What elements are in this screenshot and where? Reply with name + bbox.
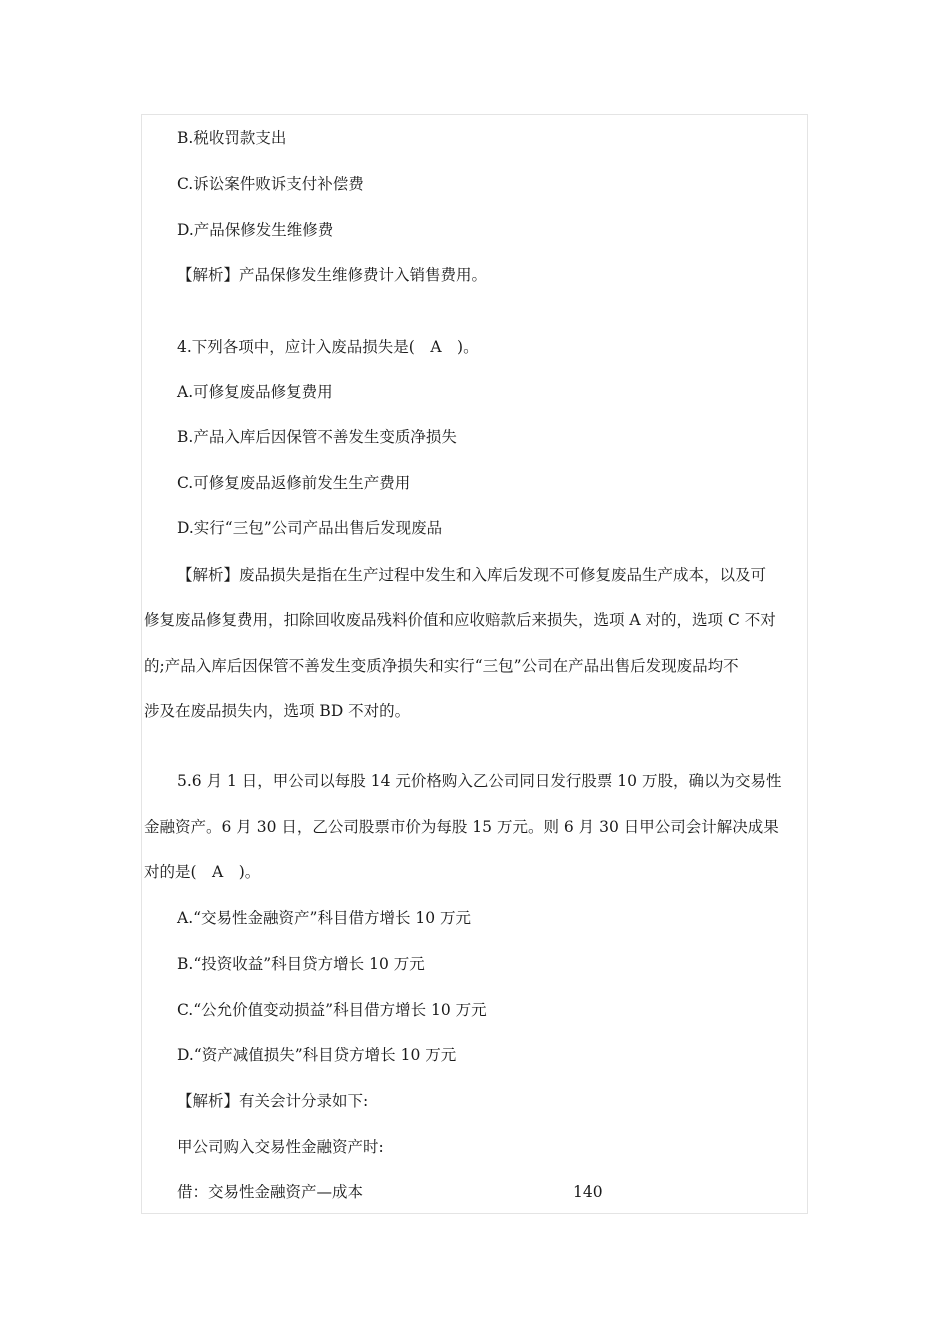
- q4-analysis-line: 涉及在废品损失内，选项 BD 不对的。: [144, 702, 411, 720]
- q4-option-d: D.实行“三包”公司产品出售后发现废品: [177, 519, 443, 537]
- q5-option-d: D.“资产减值损失”科目贷方增长 10 万元: [177, 1046, 457, 1064]
- q3-option-b: B.税收罚款支出: [177, 129, 287, 147]
- q5-entry-title: 甲公司购入交易性金融资产时:: [177, 1138, 384, 1156]
- q5-stem-line: 5.6 月 1 日，甲公司以每股 14 元价格购入乙公司同日发行股票 10 万股，确以为交易性: [177, 772, 782, 790]
- q3-analysis: 【解析】产品保修发生维修费计入销售费用。: [177, 266, 488, 284]
- q5-stem-line: 金融资产。6 月 30 日，乙公司股票市价为每股 15 万元。则 6 月 30 日甲公司会计解决成果: [144, 818, 779, 836]
- q4-stem: 4.下列各项中，应计入废品损失是( A )。: [177, 338, 479, 356]
- q5-stem-line: 对的是( A )。: [144, 863, 261, 881]
- q5-option-b: B.“投资收益”科目贷方增长 10 万元: [177, 955, 425, 973]
- q4-option-a: A.可修复废品修复费用: [177, 383, 333, 401]
- q5-option-c: C.“公允价值变动损益”科目借方增长 10 万元: [177, 1001, 487, 1019]
- q4-analysis-line: 修复废品修复费用，扣除回收废品残料价值和应收赔款后来损失，选项 A 对的，选项 C 不对: [144, 611, 776, 629]
- q5-analysis: 【解析】有关会计分录如下:: [177, 1092, 369, 1110]
- q5-option-a: A.“交易性金融资产”科目借方增长 10 万元: [177, 909, 472, 927]
- q5-entry-amount: 140: [573, 1183, 603, 1201]
- q4-option-c: C.可修复废品返修前发生生产费用: [177, 474, 411, 492]
- q3-option-c: C.诉讼案件败诉支付补偿费: [177, 175, 364, 193]
- q4-analysis-line: 【解析】废品损失是指在生产过程中发生和入库后发现不可修复废品生产成本，以及可: [177, 566, 767, 584]
- q4-option-b: B.产品入库后因保管不善发生变质净损失: [177, 428, 457, 446]
- q5-entry-debit: 借：交易性金融资产—成本: [177, 1183, 364, 1201]
- q3-option-d: D.产品保修发生维修费: [177, 221, 334, 239]
- q4-analysis-line: 的;产品入库后因保管不善发生变质净损失和实行“三包”公司在产品出售后发现废品均不: [144, 657, 739, 675]
